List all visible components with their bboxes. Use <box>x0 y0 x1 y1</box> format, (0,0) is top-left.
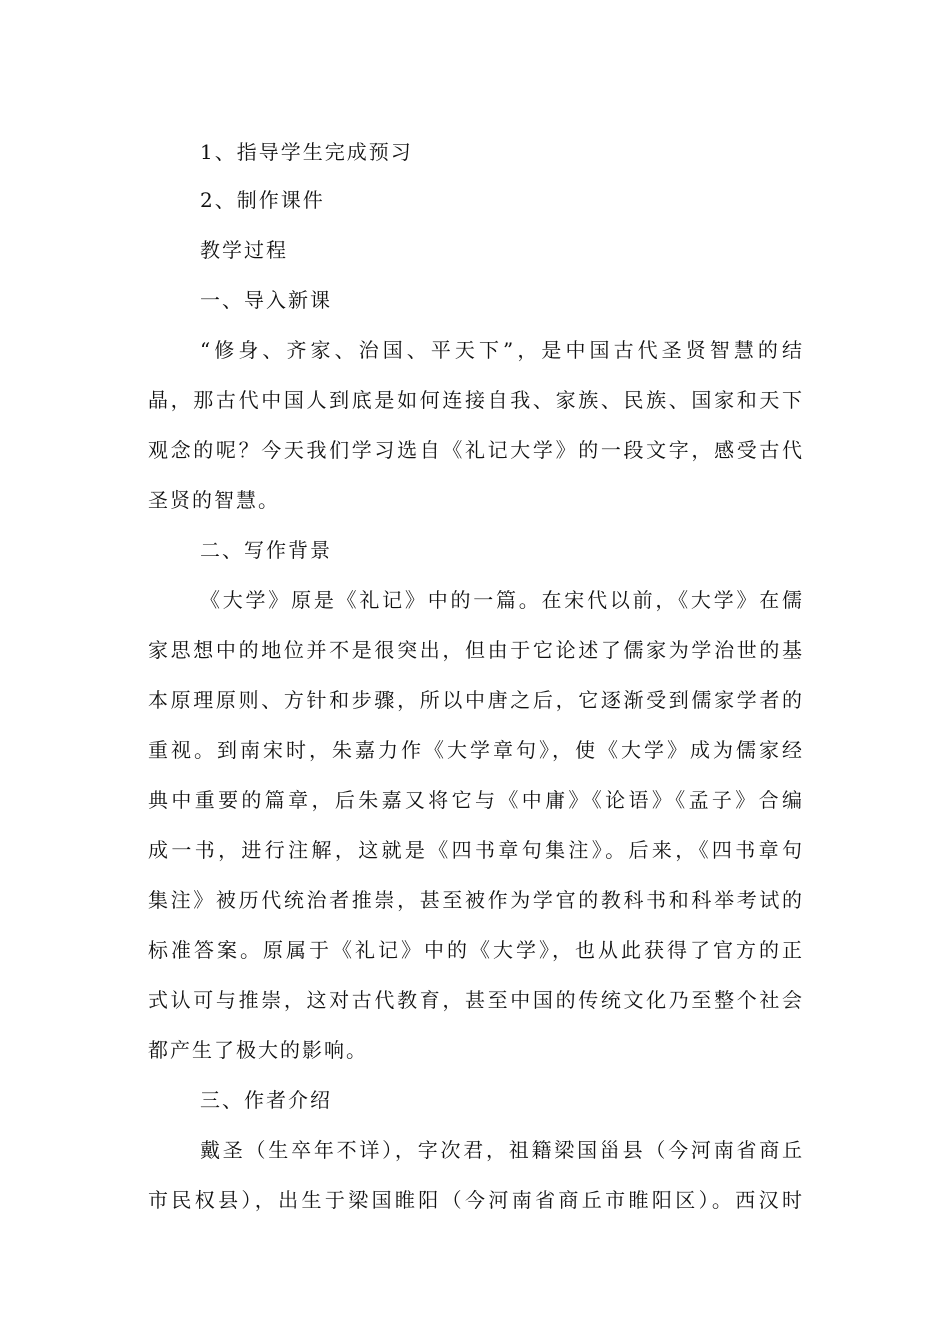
paragraph-line: 式认可与推崇，这对古代教育，甚至中国的传统文化乃至整个社会 <box>148 988 802 1012</box>
paragraph-line: 标准答案。原属于《礼记》中的《大学》，也从此获得了官方的正 <box>148 938 802 962</box>
prep-item-1: 1、指导学生完成预习 <box>200 140 413 164</box>
paragraph-line: 集注》被历代统治者推崇，甚至被作为学官的教科书和科举考试的 <box>148 888 802 912</box>
section-heading-background: 二、写作背景 <box>200 538 332 562</box>
prep-item-2: 2、制作课件 <box>200 188 325 212</box>
paragraph-line: 观念的呢？今天我们学习选自《礼记大学》的一段文字，感受古代 <box>148 438 802 462</box>
paragraph-line: 成一书，进行注解，这就是《四书章句集注》。后来，《四书章句 <box>148 838 802 862</box>
section-heading-author: 三、作者介绍 <box>200 1088 332 1112</box>
paragraph-line: 圣贤的智慧。 <box>148 488 280 512</box>
paragraph-line: 晶，那古代中国人到底是如何连接自我、家族、民族、国家和天下 <box>148 388 802 412</box>
paragraph-line: 戴圣（生卒年不详），字次君，祖籍梁国甾县（今河南省商丘 <box>200 1138 802 1162</box>
paragraph-line: 典中重要的篇章，后朱嘉又将它与《中庸》《论语》《孟子》合编 <box>148 788 802 812</box>
section-heading-intro: 一、导入新课 <box>200 288 332 312</box>
paragraph-line: 家思想中的地位并不是很突出，但由于它论述了儒家为学治世的基 <box>148 638 802 662</box>
paragraph-line: 都产生了极大的影响。 <box>148 1038 368 1062</box>
paragraph-line: 重视。到南宋时，朱嘉力作《大学章句》，使《大学》成为儒家经 <box>148 738 802 762</box>
paragraph-line: 《大学》原是《礼记》中的一篇。在宋代以前，《大学》在儒 <box>200 588 802 612</box>
paragraph-line: 市民权县），出生于梁国睢阳（今河南省商丘市睢阳区）。西汉时 <box>148 1188 802 1212</box>
paragraph-line: “修身、齐家、治国、平天下”，是中国古代圣贤智慧的结 <box>200 338 802 362</box>
paragraph-line: 本原理原则、方针和步骤，所以中唐之后，它逐渐受到儒家学者的 <box>148 688 802 712</box>
heading-teaching-process: 教学过程 <box>200 238 288 262</box>
